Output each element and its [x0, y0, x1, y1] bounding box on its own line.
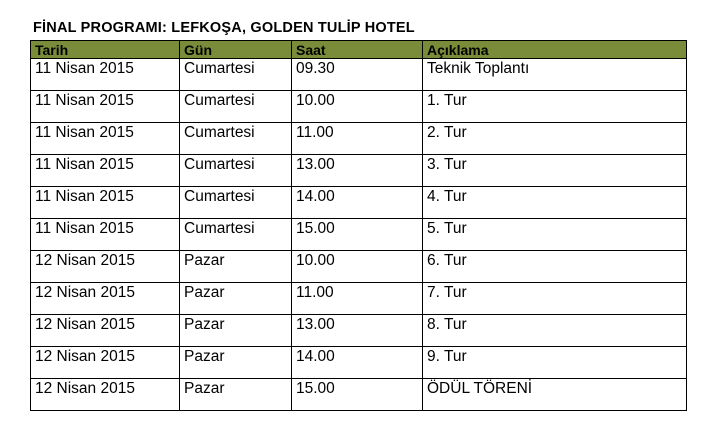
table-row: [31, 155, 687, 187]
schedule-table: [30, 40, 687, 411]
cell-description: 1. Tur: [423, 91, 687, 123]
cell-date: 12 Nisan 2015: [31, 283, 180, 315]
cell-day: Cumartesi: [180, 59, 292, 91]
cell-description: 8. Tur: [423, 315, 687, 347]
cell-description: ÖDÜL TÖRENİ: [423, 379, 687, 411]
cell-description: 2. Tur: [423, 123, 687, 155]
table-row: [31, 379, 687, 411]
cell-time: 11.00: [292, 283, 423, 315]
cell-time: 09.30: [292, 59, 423, 91]
cell-time: 15.00: [292, 219, 423, 251]
cell-day: Pazar: [180, 315, 292, 347]
cell-day: Cumartesi: [180, 123, 292, 155]
cell-description: 4. Tur: [423, 187, 687, 219]
cell-description: Teknik Toplantı: [423, 59, 687, 91]
table-row: [31, 315, 687, 347]
header-day: Gün: [180, 41, 292, 59]
cell-day: Pazar: [180, 283, 292, 315]
cell-time: 11.00: [292, 123, 423, 155]
cell-time: 13.00: [292, 155, 423, 187]
header-time: Saat: [292, 41, 423, 59]
cell-date: 12 Nisan 2015: [31, 315, 180, 347]
cell-date: 12 Nisan 2015: [31, 347, 180, 379]
table-row: [31, 91, 687, 123]
table-row: [31, 219, 687, 251]
cell-time: 10.00: [292, 91, 423, 123]
cell-time: 15.00: [292, 379, 423, 411]
cell-date: 11 Nisan 2015: [31, 187, 180, 219]
header-row: [31, 41, 687, 59]
cell-date: 11 Nisan 2015: [31, 123, 180, 155]
cell-description: 5. Tur: [423, 219, 687, 251]
cell-description: 3. Tur: [423, 155, 687, 187]
schedule-table-header: [31, 41, 687, 59]
cell-day: Pazar: [180, 251, 292, 283]
table-row: [31, 347, 687, 379]
cell-description: 9. Tur: [423, 347, 687, 379]
cell-day: Pazar: [180, 347, 292, 379]
cell-day: Cumartesi: [180, 155, 292, 187]
cell-date: 12 Nisan 2015: [31, 251, 180, 283]
cell-day: Cumartesi: [180, 91, 292, 123]
header-date: Tarih: [31, 41, 180, 59]
table-row: [31, 59, 687, 91]
document-title: FİNAL PROGRAMI: LEFKOŞA, GOLDEN TULİP HOTEL: [33, 20, 415, 36]
cell-date: 11 Nisan 2015: [31, 155, 180, 187]
cell-time: 14.00: [292, 347, 423, 379]
table-row: [31, 123, 687, 155]
schedule-table-body: [31, 59, 687, 411]
cell-time: 14.00: [292, 187, 423, 219]
cell-date: 11 Nisan 2015: [31, 59, 180, 91]
table-row: [31, 187, 687, 219]
table-row: [31, 283, 687, 315]
cell-time: 13.00: [292, 315, 423, 347]
cell-description: 7. Tur: [423, 283, 687, 315]
cell-day: Cumartesi: [180, 219, 292, 251]
cell-date: 12 Nisan 2015: [31, 379, 180, 411]
header-description: Açıklama: [423, 41, 687, 59]
cell-time: 10.00: [292, 251, 423, 283]
table-row: [31, 251, 687, 283]
cell-day: Cumartesi: [180, 187, 292, 219]
cell-day: Pazar: [180, 379, 292, 411]
cell-description: 6. Tur: [423, 251, 687, 283]
cell-date: 11 Nisan 2015: [31, 219, 180, 251]
cell-date: 11 Nisan 2015: [31, 91, 180, 123]
